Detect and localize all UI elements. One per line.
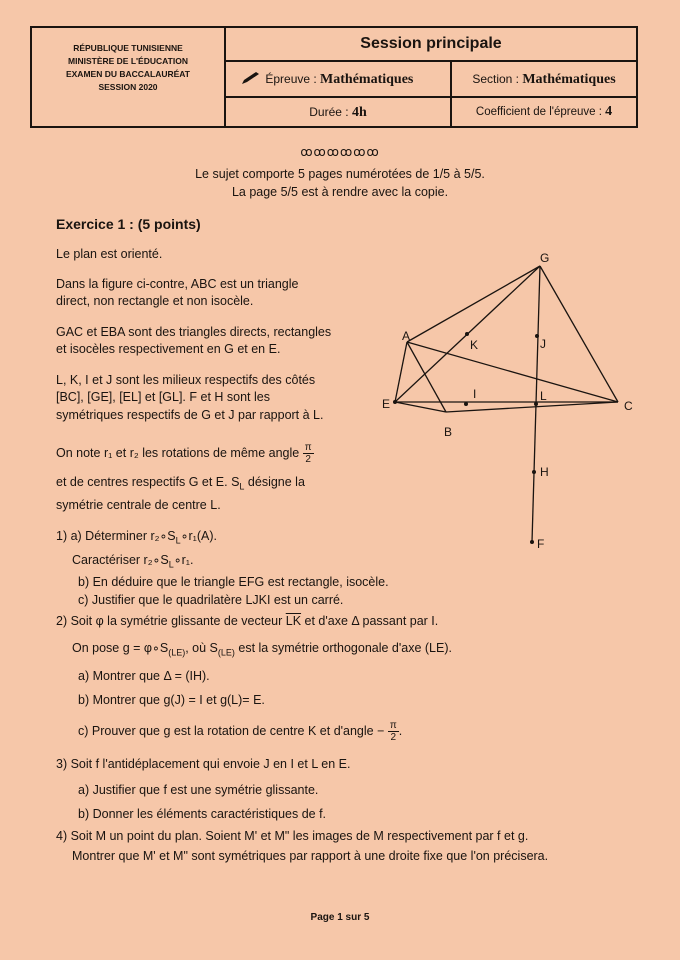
point-J bbox=[535, 334, 539, 338]
duree-value: 4h bbox=[351, 105, 367, 120]
segment-BC bbox=[446, 402, 618, 412]
geometry-figure bbox=[380, 246, 660, 556]
question-line: 3) Soit f l'antidéplacement qui envoie J en I et L en E. bbox=[56, 757, 351, 771]
statement-line: Dans la figure ci-contre, ABC est un triangle bbox=[56, 277, 299, 291]
statement-line: direct, non rectangle et non isocèle. bbox=[56, 294, 254, 308]
frac-den: 2 bbox=[305, 454, 311, 465]
statement-text: et de centres respectifs G et E. S bbox=[56, 475, 240, 489]
epreuve-label: Épreuve : bbox=[265, 72, 321, 86]
vector-LK: $\overline{LK}$ bbox=[285, 614, 302, 628]
q-text: On pose g = φ∘S bbox=[72, 641, 169, 655]
duree-cell bbox=[226, 98, 452, 126]
label-C: C bbox=[624, 399, 633, 413]
statement-text: désigne la bbox=[244, 475, 305, 489]
question-line: c) Prouver que g est la rotation de centre K et d'angle − $\frac{\pi}{2}$ . bbox=[78, 720, 403, 743]
point-L bbox=[534, 402, 538, 406]
q-text: et d'axe Δ passant par I. bbox=[301, 614, 439, 628]
frac-num: π bbox=[304, 442, 312, 453]
subscript: (LE) bbox=[168, 647, 186, 658]
section-value: Mathématiques bbox=[522, 72, 616, 87]
point-H bbox=[532, 470, 536, 474]
statement-text: On note r₁ et r₂ les rotations de même angle bbox=[56, 445, 300, 460]
question-line: b) Donner les éléments caractéristiques de f. bbox=[78, 807, 327, 821]
q-text: Caractériser r₂∘S bbox=[72, 553, 169, 567]
exercise-title: Exercice 1 : (5 points) bbox=[56, 216, 201, 232]
question-line bbox=[56, 528, 217, 549]
question-line: Montrer que M' et M" sont symétriques par rapport à une droite fixe que l'on précisera. bbox=[72, 849, 549, 863]
pen-icon bbox=[240, 71, 262, 85]
statement-line: et isocèles respectivement en G et en E. bbox=[56, 342, 281, 356]
q-text: , où S bbox=[185, 641, 218, 655]
question-line bbox=[56, 613, 438, 629]
intro-line: Le sujet comporte 5 pages numérotées de 1/5 à 5/5. bbox=[195, 167, 485, 181]
label-K: K bbox=[470, 338, 479, 352]
point-E bbox=[393, 400, 397, 404]
point-I bbox=[464, 402, 468, 406]
pi-over-two bbox=[303, 442, 314, 465]
subscript: L bbox=[168, 559, 174, 570]
institution-block bbox=[32, 28, 226, 126]
section-label: Section : bbox=[472, 72, 523, 86]
q-text: ∘r₁. bbox=[173, 553, 194, 567]
duree-label: Durée : bbox=[309, 105, 352, 119]
q-text: ∘r₁(A). bbox=[180, 529, 218, 543]
question-line: a) Montrer que Δ = (IH). bbox=[78, 669, 210, 683]
statement-line: L, K, I et J sont les milieux respectifs des côtés bbox=[56, 373, 316, 387]
point-K bbox=[465, 332, 469, 336]
label-A: A bbox=[402, 329, 411, 343]
intro-line: La page 5/5 est à rendre avec la copie. bbox=[231, 185, 449, 199]
label-F: F bbox=[537, 537, 545, 551]
page-footer: Page 1 sur 5 bbox=[310, 912, 370, 923]
question-line: b) Montrer que g(J) = I et g(L)= E. bbox=[78, 693, 265, 707]
label-L: L bbox=[540, 389, 547, 403]
question-line bbox=[72, 552, 193, 573]
label-H: H bbox=[540, 465, 549, 479]
question-line: b) En déduire que le triangle EFG est rectangle, isocèle. bbox=[78, 575, 389, 589]
institution-line: MINISTÈRE DE L'ÉDUCATION bbox=[68, 56, 188, 66]
subscript: (LE) bbox=[217, 647, 235, 658]
statement-line: symétriques respectifs de G et J par rapport à L. bbox=[56, 408, 324, 422]
section-cell bbox=[452, 62, 636, 98]
label-G: G bbox=[540, 251, 550, 265]
q-text: c) Prouver que g est la rotation de centre K et d'angle − bbox=[78, 723, 385, 738]
coefficient-cell bbox=[452, 98, 636, 126]
question-line bbox=[72, 640, 452, 661]
subscript: L bbox=[239, 481, 245, 492]
segment-AC bbox=[407, 342, 618, 402]
institution-line: SESSION 2020 bbox=[98, 82, 158, 92]
segment-GC bbox=[540, 266, 618, 402]
statement-line: [BC], [GE], [EL] et [GL]. F et H sont les bbox=[56, 390, 270, 404]
frac-num: π bbox=[389, 720, 397, 731]
statement-line bbox=[56, 474, 305, 495]
q-text: 1) a) Déterminer r₂∘S bbox=[56, 529, 176, 543]
statement-line: Le plan est orienté. bbox=[56, 247, 163, 261]
statement-line: GAC et EBA sont des triangles directs, rectangles bbox=[56, 325, 332, 339]
label-I: I bbox=[473, 387, 477, 401]
label-B: B bbox=[444, 425, 453, 439]
question-line: c) Justifier que le quadrilatère LJKI est un carré. bbox=[78, 593, 344, 607]
statement-line: symétrie centrale de centre L. bbox=[56, 498, 221, 512]
point-F bbox=[530, 540, 534, 544]
epreuve-cell bbox=[226, 62, 452, 98]
statement-line bbox=[56, 442, 314, 465]
label-E: E bbox=[382, 397, 391, 411]
epreuve-value: Mathématiques bbox=[320, 72, 414, 87]
frac-den: 2 bbox=[390, 732, 397, 743]
q-text: 2) Soit φ la symétrie glissante de vecteur bbox=[56, 614, 283, 628]
pi-over-two bbox=[388, 720, 399, 743]
header-table bbox=[30, 26, 638, 128]
ornament: ꝏꝏꝏꝏꝏꝏ bbox=[300, 145, 380, 159]
institution-line: RÉPUBLIQUE TUNISIENNE bbox=[73, 43, 183, 53]
q-text: est la symétrie orthogonale d'axe (LE). bbox=[234, 641, 452, 655]
subscript: L bbox=[175, 535, 181, 546]
coef-label: Coefficient de l'épreuve : bbox=[475, 106, 606, 118]
segment-EB bbox=[395, 402, 446, 412]
question-line: 4) Soit M un point du plan. Soient M' et M" les images de M respectivement par f et g. bbox=[56, 829, 529, 843]
question-line: a) Justifier que f est une symétrie glissante. bbox=[78, 783, 319, 797]
institution-line: EXAMEN DU BACCALAURÉAT bbox=[65, 69, 191, 79]
label-J: J bbox=[540, 337, 546, 351]
segment-AG bbox=[407, 266, 540, 342]
session-title: Session principale bbox=[226, 28, 636, 62]
coef-value: 4 bbox=[605, 104, 613, 119]
